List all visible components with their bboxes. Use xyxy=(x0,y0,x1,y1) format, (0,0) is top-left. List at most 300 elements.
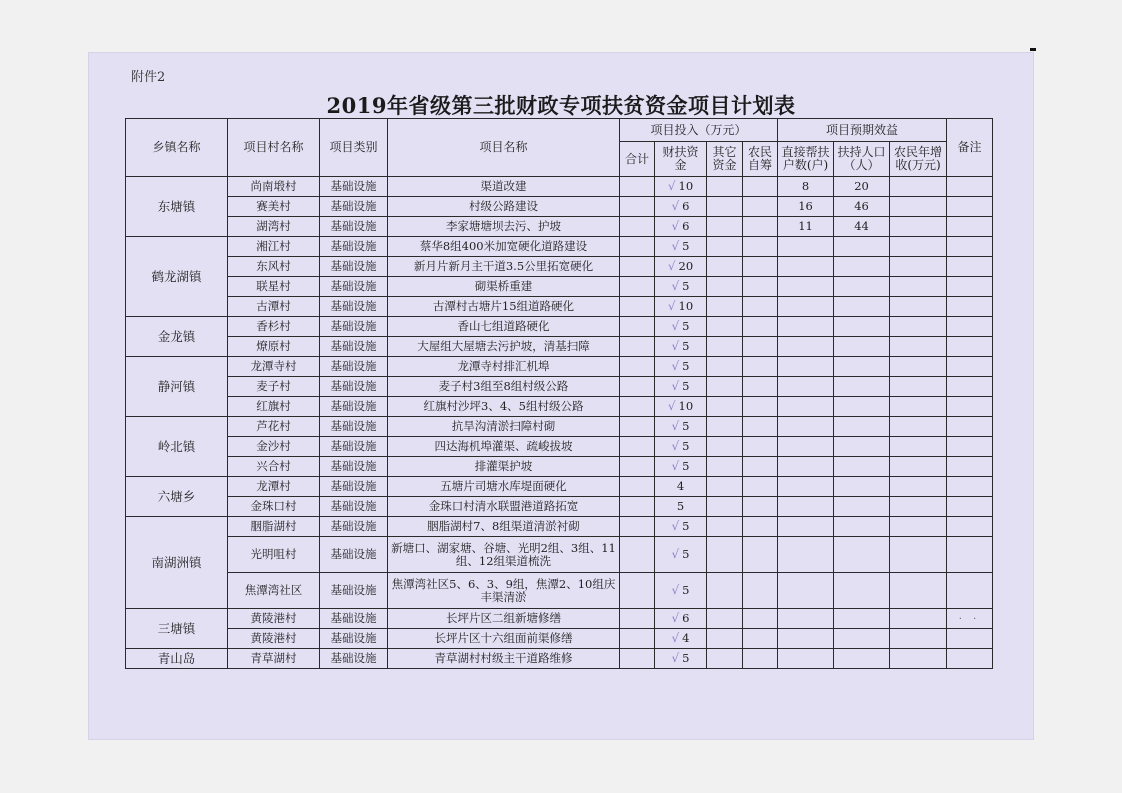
total-cell xyxy=(620,317,655,337)
project-name-cell: 香山七组道路硬化 xyxy=(388,317,620,337)
project-name-cell: 四达海机埠灌渠、疏峻拔坡 xyxy=(388,437,620,457)
check-mark-icon: √ xyxy=(667,299,676,313)
total-cell xyxy=(620,397,655,417)
village-cell: 兴合村 xyxy=(228,457,320,477)
table-body xyxy=(126,177,993,669)
village-cell: 东风村 xyxy=(228,257,320,277)
category-cell: 基础设施 xyxy=(320,277,388,297)
poverty-fund-value: 5 xyxy=(682,279,690,293)
remarks-cell xyxy=(947,197,993,217)
header-investment: 项目投入（万元） xyxy=(620,119,778,142)
project-name-cell: 胭脂湖村7、8组渠道清淤衬砌 xyxy=(388,517,620,537)
total-cell xyxy=(620,237,655,257)
check-mark-icon: √ xyxy=(671,359,680,373)
header-remarks: 备注 xyxy=(947,119,993,177)
village-cell: 湖湾村 xyxy=(228,217,320,237)
other-fund-cell xyxy=(707,573,743,609)
table-row xyxy=(126,357,993,377)
total-cell xyxy=(620,377,655,397)
check-mark-icon: √ xyxy=(671,199,680,213)
project-name-cell: 村级公路建设 xyxy=(388,197,620,217)
category-cell: 基础设施 xyxy=(320,649,388,669)
poverty-fund-value: 5 xyxy=(682,339,690,353)
header-village: 项目村名称 xyxy=(228,119,320,177)
category-cell: 基础设施 xyxy=(320,517,388,537)
project-name-cell: 金珠口村清水联盟港道路拓宽 xyxy=(388,497,620,517)
total-cell xyxy=(620,277,655,297)
poverty-fund-value: 5 xyxy=(682,319,690,333)
town-cell: 静河镇 xyxy=(126,357,228,417)
town-cell: 三塘镇 xyxy=(126,609,228,649)
households-cell xyxy=(778,497,834,517)
poverty-fund-cell xyxy=(655,217,707,237)
remarks-cell xyxy=(947,217,993,237)
population-cell xyxy=(834,629,890,649)
remarks-cell xyxy=(947,317,993,337)
village-cell: 燎原村 xyxy=(228,337,320,357)
other-fund-cell xyxy=(707,649,743,669)
remarks-cell xyxy=(947,337,993,357)
village-cell: 焦潭湾社区 xyxy=(228,573,320,609)
scan-edge-mark xyxy=(1030,48,1036,51)
project-name-cell: 焦潭湾社区5、6、3、9组，焦潭2、10组庆丰渠清淤 xyxy=(388,573,620,609)
total-cell xyxy=(620,573,655,609)
poverty-fund-value: 4 xyxy=(682,631,690,645)
farmer-self-cell xyxy=(743,377,778,397)
farmer-self-cell xyxy=(743,417,778,437)
category-cell: 基础设施 xyxy=(320,537,388,573)
project-name-cell: 蔡华8组400米加宽硬化道路建设 xyxy=(388,237,620,257)
poverty-fund-value: 5 xyxy=(682,651,690,665)
remarks-cell xyxy=(947,177,993,197)
check-mark-icon: √ xyxy=(671,519,680,533)
check-mark-icon: √ xyxy=(671,611,680,625)
households-cell xyxy=(778,317,834,337)
population-cell xyxy=(834,517,890,537)
farmer-self-cell xyxy=(743,297,778,317)
households-cell xyxy=(778,629,834,649)
farmer-self-cell xyxy=(743,237,778,257)
income-cell xyxy=(890,517,947,537)
other-fund-cell xyxy=(707,257,743,277)
total-cell xyxy=(620,457,655,477)
income-cell xyxy=(890,317,947,337)
remarks-cell xyxy=(947,609,993,629)
village-cell: 尚南塅村 xyxy=(228,177,320,197)
poverty-fund-cell xyxy=(655,377,707,397)
category-cell: 基础设施 xyxy=(320,377,388,397)
village-cell: 香杉村 xyxy=(228,317,320,337)
poverty-fund-cell xyxy=(655,477,707,497)
village-cell: 青草湖村 xyxy=(228,649,320,669)
households-cell xyxy=(778,477,834,497)
table-row xyxy=(126,457,993,477)
category-cell: 基础设施 xyxy=(320,237,388,257)
poverty-fund-cell xyxy=(655,277,707,297)
poverty-fund-cell xyxy=(655,397,707,417)
population-cell xyxy=(834,537,890,573)
total-cell xyxy=(620,297,655,317)
check-mark-icon: √ xyxy=(667,399,676,413)
households-cell: 16 xyxy=(778,197,834,217)
header-total: 合计 xyxy=(620,142,655,177)
category-cell: 基础设施 xyxy=(320,629,388,649)
table-row xyxy=(126,517,993,537)
remarks-cell xyxy=(947,417,993,437)
population-cell xyxy=(834,277,890,297)
header-poverty-fund: 财扶资金 xyxy=(655,142,707,177)
poverty-fund-cell xyxy=(655,457,707,477)
income-cell xyxy=(890,237,947,257)
income-cell xyxy=(890,277,947,297)
income-cell xyxy=(890,257,947,277)
category-cell: 基础设施 xyxy=(320,417,388,437)
total-cell xyxy=(620,197,655,217)
poverty-fund-cell xyxy=(655,517,707,537)
table-row xyxy=(126,237,993,257)
population-cell xyxy=(834,609,890,629)
farmer-self-cell xyxy=(743,649,778,669)
population-cell: 44 xyxy=(834,217,890,237)
poverty-fund-cell xyxy=(655,197,707,217)
remarks-cell xyxy=(947,377,993,397)
other-fund-cell xyxy=(707,497,743,517)
farmer-self-cell xyxy=(743,629,778,649)
other-fund-cell xyxy=(707,217,743,237)
other-fund-cell xyxy=(707,297,743,317)
remarks-cell xyxy=(947,357,993,377)
income-cell xyxy=(890,197,947,217)
other-fund-cell xyxy=(707,417,743,437)
table-row xyxy=(126,497,993,517)
poverty-fund-cell xyxy=(655,649,707,669)
category-cell: 基础设施 xyxy=(320,297,388,317)
town-cell: 鹤龙湖镇 xyxy=(126,237,228,317)
category-cell: 基础设施 xyxy=(320,457,388,477)
farmer-self-cell xyxy=(743,573,778,609)
remark-marks: · · xyxy=(958,613,981,625)
check-mark-icon: √ xyxy=(671,583,680,597)
town-cell: 东塘镇 xyxy=(126,177,228,237)
households-cell xyxy=(778,517,834,537)
population-cell xyxy=(834,417,890,437)
other-fund-cell xyxy=(707,177,743,197)
poverty-fund-cell xyxy=(655,297,707,317)
other-fund-cell xyxy=(707,609,743,629)
remarks-cell xyxy=(947,297,993,317)
total-cell xyxy=(620,177,655,197)
header-other-fund: 其它资金 xyxy=(707,142,743,177)
category-cell: 基础设施 xyxy=(320,217,388,237)
village-cell: 芦花村 xyxy=(228,417,320,437)
total-cell xyxy=(620,649,655,669)
project-name-cell: 大屋组大屋塘去污护坡，清基扫障 xyxy=(388,337,620,357)
other-fund-cell xyxy=(707,197,743,217)
other-fund-cell xyxy=(707,277,743,297)
check-mark-icon: √ xyxy=(671,419,680,433)
village-cell: 联星村 xyxy=(228,277,320,297)
check-mark-icon: √ xyxy=(671,651,680,665)
table-row xyxy=(126,297,993,317)
income-cell xyxy=(890,357,947,377)
village-cell: 光明咀村 xyxy=(228,537,320,573)
check-mark-icon: √ xyxy=(671,459,680,473)
poverty-fund-cell xyxy=(655,257,707,277)
category-cell: 基础设施 xyxy=(320,177,388,197)
income-cell xyxy=(890,337,947,357)
check-mark-icon: √ xyxy=(671,279,680,293)
remarks-cell xyxy=(947,437,993,457)
total-cell xyxy=(620,497,655,517)
village-cell: 赛美村 xyxy=(228,197,320,217)
other-fund-cell xyxy=(707,337,743,357)
check-mark-icon: √ xyxy=(671,631,680,645)
population-cell xyxy=(834,457,890,477)
income-cell xyxy=(890,457,947,477)
other-fund-cell xyxy=(707,317,743,337)
other-fund-cell xyxy=(707,357,743,377)
population-cell xyxy=(834,397,890,417)
header-income-increase: 农民年增收(万元) xyxy=(890,142,947,177)
category-cell: 基础设施 xyxy=(320,197,388,217)
farmer-self-cell xyxy=(743,517,778,537)
poverty-fund-cell xyxy=(655,337,707,357)
total-cell xyxy=(620,629,655,649)
total-cell xyxy=(620,537,655,573)
table-row xyxy=(126,537,993,573)
poverty-fund-value: 5 xyxy=(682,459,690,473)
document-page xyxy=(88,52,1034,740)
project-name-cell: 李家塘塘坝去污、护坡 xyxy=(388,217,620,237)
farmer-self-cell xyxy=(743,477,778,497)
header-support-population: 扶持人口（人） xyxy=(834,142,890,177)
town-cell: 南湖洲镇 xyxy=(126,517,228,609)
remarks-cell xyxy=(947,537,993,573)
farmer-self-cell xyxy=(743,217,778,237)
table-row xyxy=(126,197,993,217)
households-cell xyxy=(778,573,834,609)
farmer-self-cell xyxy=(743,437,778,457)
households-cell xyxy=(778,257,834,277)
remarks-cell xyxy=(947,397,993,417)
other-fund-cell xyxy=(707,517,743,537)
households-cell xyxy=(778,357,834,377)
total-cell xyxy=(620,477,655,497)
other-fund-cell xyxy=(707,537,743,573)
category-cell: 基础设施 xyxy=(320,497,388,517)
population-cell xyxy=(834,297,890,317)
households-cell xyxy=(778,297,834,317)
poverty-fund-value: 4 xyxy=(676,479,685,493)
total-cell xyxy=(620,217,655,237)
category-cell: 基础设施 xyxy=(320,337,388,357)
remarks-cell xyxy=(947,497,993,517)
poverty-fund-cell xyxy=(655,437,707,457)
check-mark-icon: √ xyxy=(671,379,680,393)
category-cell: 基础设施 xyxy=(320,257,388,277)
table-row xyxy=(126,437,993,457)
project-name-cell: 龙潭寺村排汇机埠 xyxy=(388,357,620,377)
households-cell xyxy=(778,417,834,437)
poverty-fund-value: 5 xyxy=(682,547,690,561)
poverty-fund-value: 5 xyxy=(676,499,685,513)
population-cell xyxy=(834,377,890,397)
town-cell: 岭北镇 xyxy=(126,417,228,477)
households-cell xyxy=(778,437,834,457)
income-cell xyxy=(890,437,947,457)
population-cell xyxy=(834,257,890,277)
population-cell xyxy=(834,437,890,457)
other-fund-cell xyxy=(707,397,743,417)
population-cell xyxy=(834,317,890,337)
poverty-fund-cell xyxy=(655,537,707,573)
project-name-cell: 古潭村古塘片15组道路硬化 xyxy=(388,297,620,317)
attachment-label: 附件2 xyxy=(131,70,166,85)
table-header-row-top xyxy=(126,119,993,142)
poverty-fund-value: 6 xyxy=(682,199,690,213)
village-cell: 黄陵港村 xyxy=(228,629,320,649)
table-row xyxy=(126,477,993,497)
check-mark-icon: √ xyxy=(671,239,680,253)
table-row xyxy=(126,609,993,629)
households-cell xyxy=(778,609,834,629)
households-cell xyxy=(778,277,834,297)
population-cell xyxy=(834,649,890,669)
income-cell xyxy=(890,649,947,669)
households-cell xyxy=(778,537,834,573)
town-cell: 六塘乡 xyxy=(126,477,228,517)
poverty-fund-value: 10 xyxy=(678,179,694,193)
poverty-fund-value: 20 xyxy=(678,259,694,273)
households-cell xyxy=(778,337,834,357)
header-category: 项目类别 xyxy=(320,119,388,177)
other-fund-cell xyxy=(707,437,743,457)
income-cell xyxy=(890,397,947,417)
check-mark-icon: √ xyxy=(667,259,676,273)
poverty-fund-value: 5 xyxy=(682,359,690,373)
table-row xyxy=(126,277,993,297)
project-plan-table xyxy=(125,118,993,669)
population-cell xyxy=(834,477,890,497)
poverty-fund-value: 5 xyxy=(682,379,690,393)
village-cell: 胭脂湖村 xyxy=(228,517,320,537)
table-row xyxy=(126,177,993,197)
table-row xyxy=(126,417,993,437)
income-cell xyxy=(890,297,947,317)
check-mark-icon: √ xyxy=(671,219,680,233)
project-name-cell: 新塘口、湖家塘、谷塘、光明2组、3组、11组、12组渠道梳洗 xyxy=(388,537,620,573)
farmer-self-cell xyxy=(743,357,778,377)
village-cell: 古潭村 xyxy=(228,297,320,317)
remarks-cell xyxy=(947,649,993,669)
project-name-cell: 五塘片司塘水库堤面硬化 xyxy=(388,477,620,497)
remarks-cell xyxy=(947,237,993,257)
total-cell xyxy=(620,417,655,437)
village-cell: 黄陵港村 xyxy=(228,609,320,629)
other-fund-cell xyxy=(707,237,743,257)
income-cell xyxy=(890,217,947,237)
income-cell xyxy=(890,477,947,497)
remarks-cell xyxy=(947,277,993,297)
table-row xyxy=(126,573,993,609)
category-cell: 基础设施 xyxy=(320,397,388,417)
poverty-fund-value: 5 xyxy=(682,239,690,253)
income-cell xyxy=(890,573,947,609)
category-cell: 基础设施 xyxy=(320,573,388,609)
income-cell xyxy=(890,177,947,197)
total-cell xyxy=(620,337,655,357)
project-name-cell: 青草湖村村级主干道路维修 xyxy=(388,649,620,669)
farmer-self-cell xyxy=(743,609,778,629)
category-cell: 基础设施 xyxy=(320,609,388,629)
other-fund-cell xyxy=(707,457,743,477)
table-row xyxy=(126,257,993,277)
population-cell xyxy=(834,573,890,609)
project-name-cell: 渠道改建 xyxy=(388,177,620,197)
village-cell: 红旗村 xyxy=(228,397,320,417)
poverty-fund-cell xyxy=(655,497,707,517)
other-fund-cell xyxy=(707,629,743,649)
farmer-self-cell xyxy=(743,277,778,297)
households-cell xyxy=(778,649,834,669)
income-cell xyxy=(890,377,947,397)
farmer-self-cell xyxy=(743,537,778,573)
header-benefit: 项目预期效益 xyxy=(778,119,947,142)
header-project: 项目名称 xyxy=(388,119,620,177)
income-cell xyxy=(890,537,947,573)
remarks-cell xyxy=(947,257,993,277)
poverty-fund-cell xyxy=(655,177,707,197)
poverty-fund-value: 6 xyxy=(682,219,690,233)
remarks-cell xyxy=(947,629,993,649)
table-row xyxy=(126,217,993,237)
table-row xyxy=(126,649,993,669)
poverty-fund-cell xyxy=(655,609,707,629)
project-name-cell: 长坪片区二组新塘修缮 xyxy=(388,609,620,629)
category-cell: 基础设施 xyxy=(320,477,388,497)
village-cell: 龙潭村 xyxy=(228,477,320,497)
farmer-self-cell xyxy=(743,397,778,417)
village-cell: 金沙村 xyxy=(228,437,320,457)
project-name-cell: 排灌渠护坡 xyxy=(388,457,620,477)
farmer-self-cell xyxy=(743,197,778,217)
town-cell: 青山岛 xyxy=(126,649,228,669)
category-cell: 基础设施 xyxy=(320,437,388,457)
village-cell: 龙潭寺村 xyxy=(228,357,320,377)
check-mark-icon: √ xyxy=(667,179,676,193)
farmer-self-cell xyxy=(743,497,778,517)
income-cell xyxy=(890,629,947,649)
category-cell: 基础设施 xyxy=(320,357,388,377)
total-cell xyxy=(620,609,655,629)
total-cell xyxy=(620,357,655,377)
income-cell xyxy=(890,497,947,517)
total-cell xyxy=(620,517,655,537)
project-name-cell: 抗旱沟清淤扫障村砌 xyxy=(388,417,620,437)
other-fund-cell xyxy=(707,377,743,397)
households-cell xyxy=(778,377,834,397)
header-farmer-self: 农民自筹 xyxy=(743,142,778,177)
check-mark-icon: √ xyxy=(671,339,680,353)
header-direct-households: 直接帮扶户数(户) xyxy=(778,142,834,177)
town-cell: 金龙镇 xyxy=(126,317,228,357)
poverty-fund-cell xyxy=(655,357,707,377)
village-cell: 金珠口村 xyxy=(228,497,320,517)
remarks-cell xyxy=(947,517,993,537)
households-cell: 11 xyxy=(778,217,834,237)
village-cell: 麦子村 xyxy=(228,377,320,397)
table-row xyxy=(126,397,993,417)
